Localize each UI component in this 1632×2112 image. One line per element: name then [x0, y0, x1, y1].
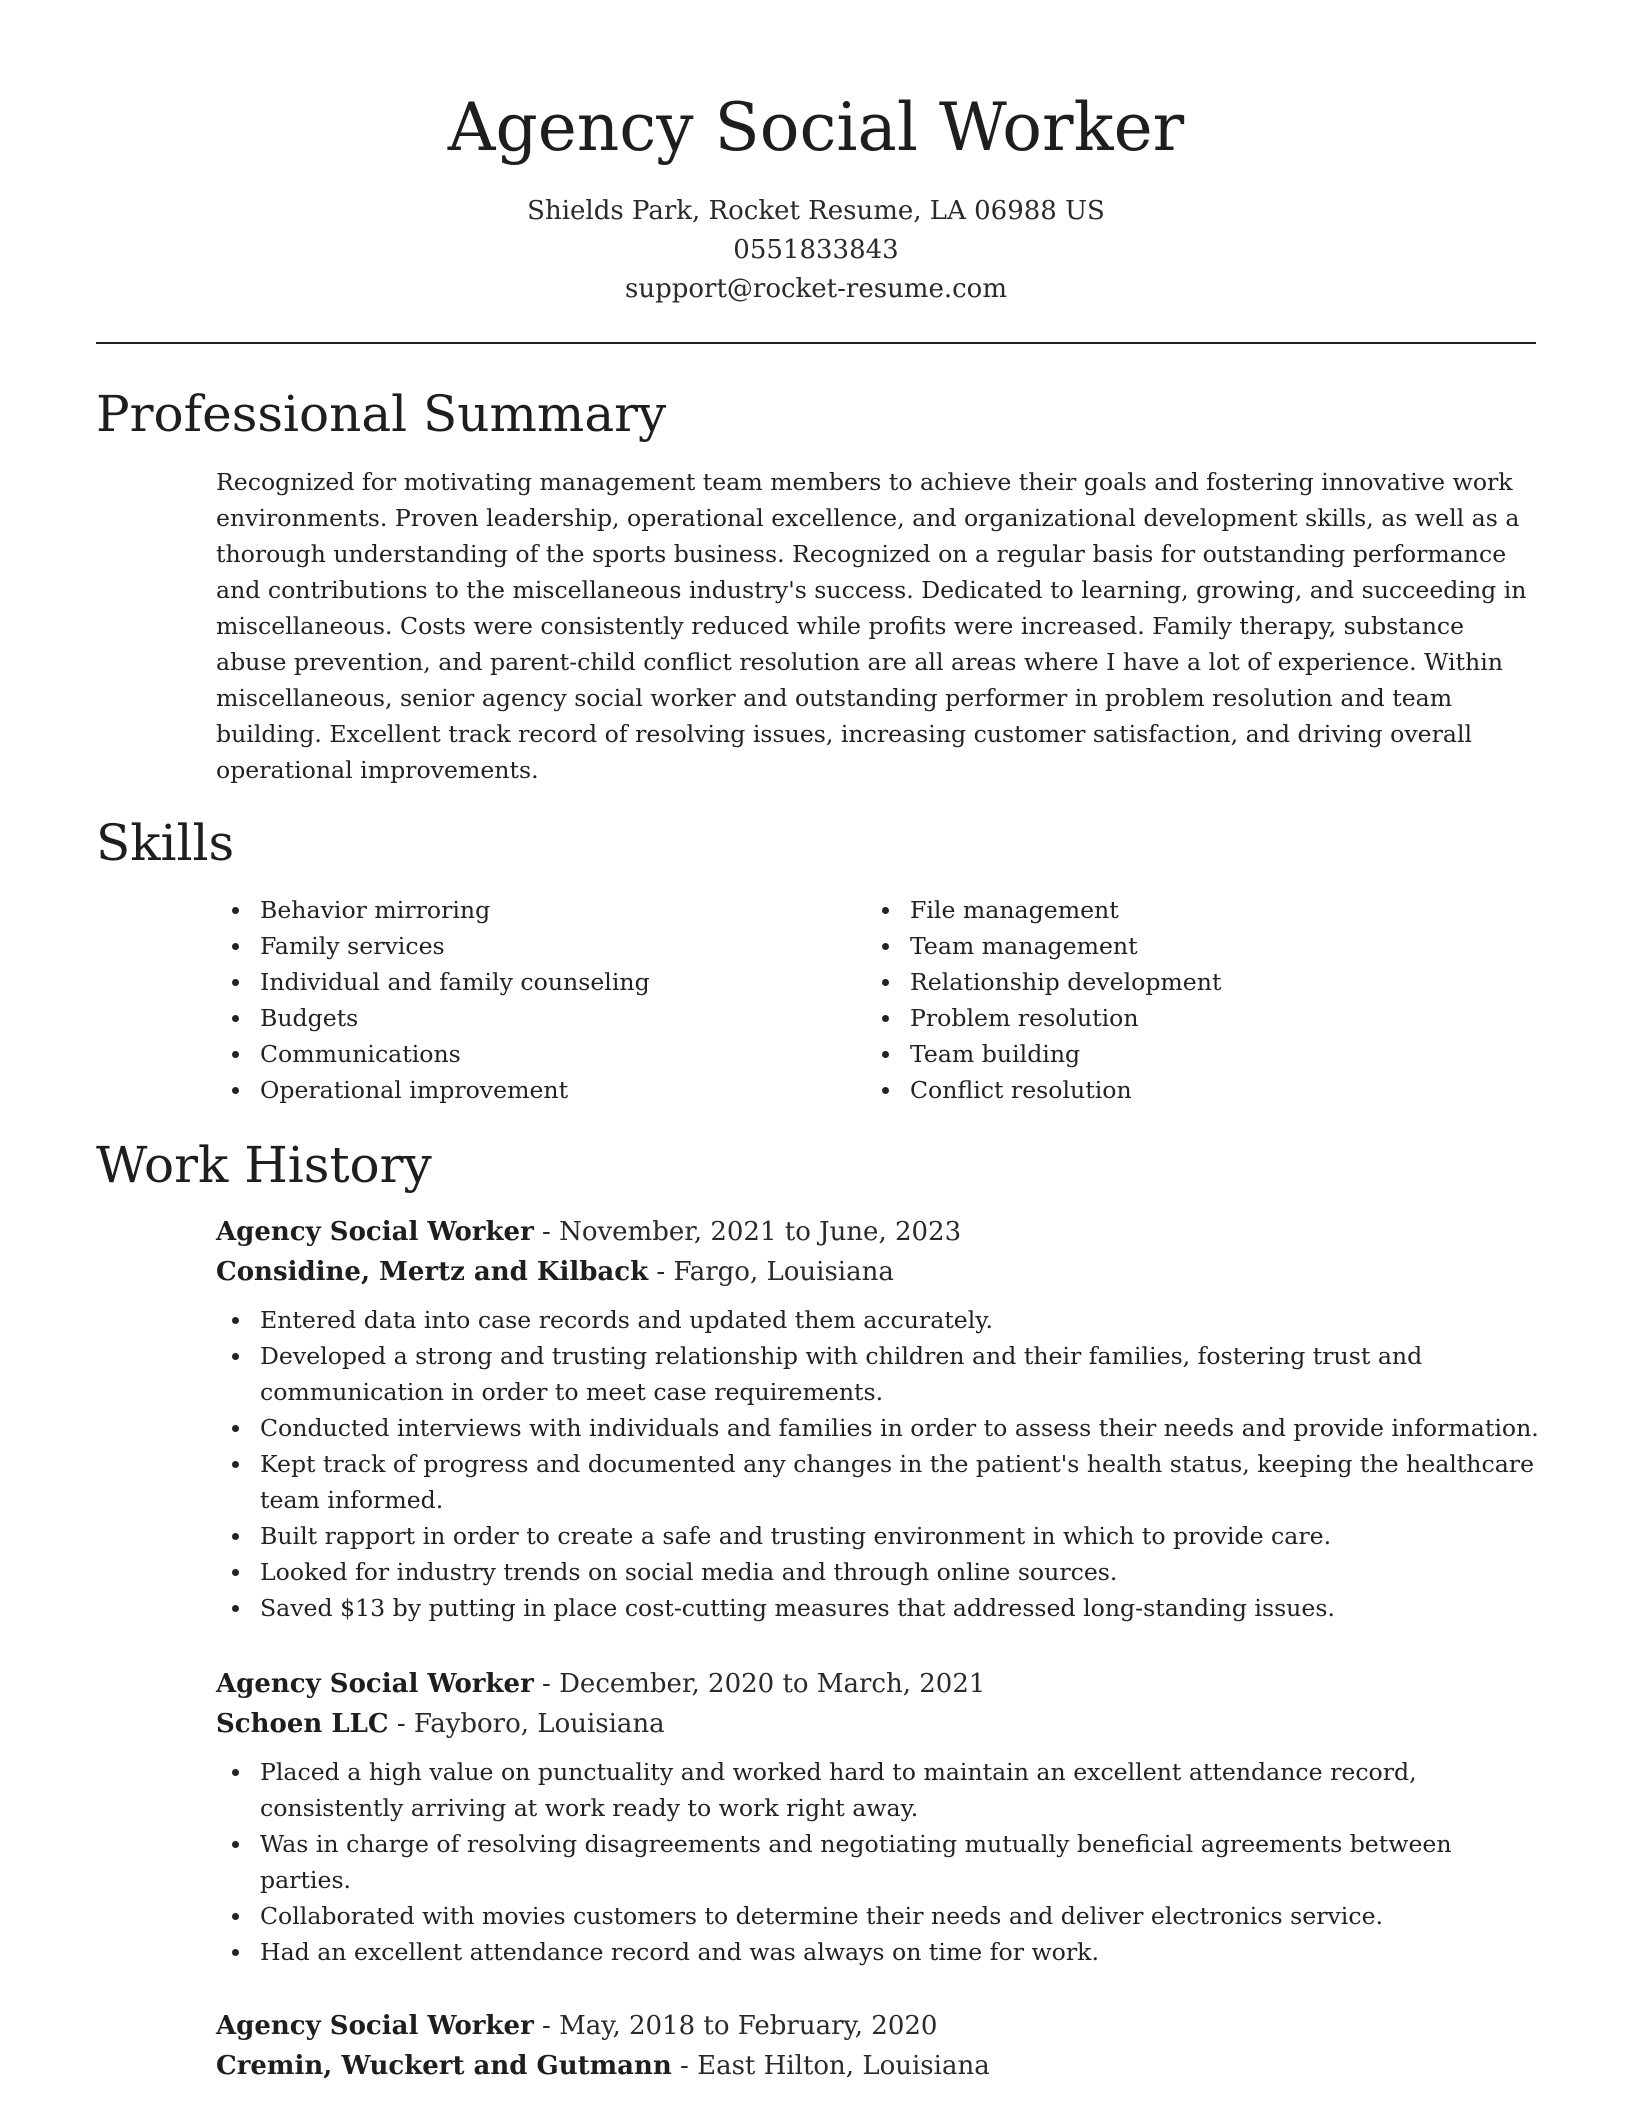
- skill-item: Behavior mirroring: [216, 892, 866, 928]
- job-title: Agency Social Worker: [216, 2011, 534, 2041]
- job-bullets: [216, 1754, 1546, 1970]
- job-bullet: Placed a high value on punctuality and worked hard to maintain an excellent attendance record, consistently arriving at work ready to work right away.: [216, 1754, 1546, 1826]
- job-title-line: [216, 1664, 1546, 1704]
- job-company: Schoen LLC: [216, 1709, 389, 1739]
- contact-email: support@rocket-resume.com: [624, 274, 1007, 304]
- header-divider: [96, 342, 1536, 344]
- job-dates: - December, 2020 to March, 2021: [533, 1669, 986, 1699]
- job-location: - Fayboro, Louisiana: [388, 1709, 665, 1739]
- skill-item: Budgets: [216, 1000, 866, 1036]
- skills-heading: Skills: [96, 814, 235, 872]
- job-bullet: Developed a strong and trusting relationship with children and their families, fostering trust and communication in order to meet case requirements.: [216, 1338, 1546, 1410]
- job-bullet: Kept track of progress and documented any changes in the patient's health status, keeping the healthcare team informed.: [216, 1446, 1546, 1518]
- job-bullet: Looked for industry trends on social media and through online sources.: [216, 1554, 1546, 1590]
- summary-heading: Professional Summary: [96, 385, 667, 443]
- job-bullet: Conducted interviews with individuals and families in order to assess their needs and provide information.: [216, 1410, 1546, 1446]
- skill-item: Team building: [866, 1036, 1516, 1072]
- job-company-line: [216, 1252, 1546, 1292]
- skill-item: Relationship development: [866, 964, 1516, 1000]
- job-dates: - May, 2018 to February, 2020: [533, 2011, 938, 2041]
- contact-block: [0, 192, 1632, 309]
- job-bullet: Had an excellent attendance record and was always on time for work.: [216, 1934, 1546, 1970]
- job-bullet: Saved $13 by putting in place cost-cutting measures that addressed long-standing issues.: [216, 1590, 1546, 1626]
- job-entry: [216, 1664, 1546, 1970]
- skill-item: Family services: [216, 928, 866, 964]
- job-entry: [216, 1212, 1546, 1626]
- job-location: - Fargo, Louisiana: [648, 1257, 894, 1287]
- job-company: Cremin, Wuckert and Gutmann: [216, 2051, 672, 2081]
- contact-address: Shields Park, Rocket Resume, LA 06988 US: [527, 196, 1105, 226]
- job-bullet: Built rapport in order to create a safe and trusting environment in which to provide care.: [216, 1518, 1546, 1554]
- skill-item: Individual and family counseling: [216, 964, 866, 1000]
- skill-item: Problem resolution: [866, 1000, 1516, 1036]
- skill-item: Operational improvement: [216, 1072, 866, 1108]
- skills-list: [216, 892, 1536, 1108]
- job-entry: [216, 2006, 1546, 2086]
- job-title-line: [216, 1212, 1546, 1252]
- job-location: - East Hilton, Louisiana: [671, 2051, 990, 2081]
- job-dates: - November, 2021 to June, 2023: [533, 1217, 962, 1247]
- job-bullet: Was in charge of resolving disagreements and negotiating mutually beneficial agreements between parties.: [216, 1826, 1546, 1898]
- job-bullet: Entered data into case records and updated them accurately.: [216, 1302, 1546, 1338]
- job-bullets: [216, 1302, 1546, 1626]
- summary-text: Recognized for motivating management team members to achieve their goals and fostering innovative work environments. Proven leadership, operational excellence, and organizational development skills, as well as a thorough understanding of the sports business. Recognized on a regular basis for outstanding performance and contributions to the miscellaneous industry's success. Dedicated to learning, growing, and succeeding in miscellaneous. Costs were consistently reduced while profits were increased. Family therapy, substance abuse prevention, and parent-child conflict resolution are all areas where I have a lot of experience. Within miscellaneous, senior agency social worker and outstanding performer in problem resolution and team building. Excellent track record of resolving issues, increasing customer satisfaction, and driving overall operational improvements.: [216, 468, 1527, 784]
- skill-item: Conflict resolution: [866, 1072, 1516, 1108]
- skill-item: Communications: [216, 1036, 866, 1072]
- job-company-line: [216, 1704, 1546, 1744]
- resume-name: Agency Social Worker: [447, 89, 1185, 166]
- work-history-heading: Work History: [96, 1136, 432, 1194]
- skills-column-left: [216, 892, 866, 1108]
- job-company: Considine, Mertz and Kilback: [216, 1257, 649, 1287]
- job-bullet: Collaborated with movies customers to determine their needs and deliver electronics service.: [216, 1898, 1546, 1934]
- skill-item: Team management: [866, 928, 1516, 964]
- job-title-line: [216, 2006, 1546, 2046]
- skill-item: File management: [866, 892, 1516, 928]
- skills-column-right: [866, 892, 1516, 1108]
- job-title: Agency Social Worker: [216, 1669, 534, 1699]
- job-company-line: [216, 2046, 1546, 2086]
- job-title: Agency Social Worker: [216, 1217, 534, 1247]
- contact-phone: 0551833843: [733, 235, 899, 265]
